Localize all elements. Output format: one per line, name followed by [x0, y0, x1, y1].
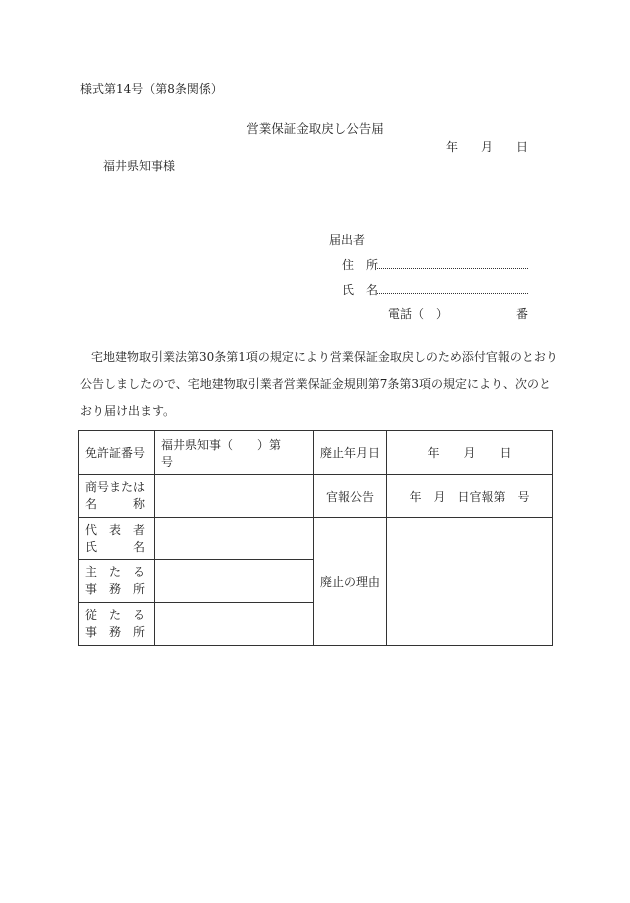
sub-office-label-line2: 事 務 所 — [85, 625, 146, 639]
main-office-label-line2: 事 務 所 — [85, 582, 146, 596]
main-office-label-line1: 主 た る — [85, 565, 146, 579]
document-title: 営業保証金取戻し公告届 — [246, 121, 384, 136]
license-value[interactable]: 福井県知事（ ）第 号 — [155, 431, 314, 475]
license-label: 免許証番号 — [79, 431, 155, 475]
trade-name-label-line2: 名 称 — [85, 497, 146, 511]
trade-name-label-line1: 商号または — [85, 480, 146, 494]
info-table — [78, 430, 553, 646]
closure-reason-value[interactable] — [387, 518, 553, 646]
date-month-label: 月 — [481, 140, 494, 154]
notifier-heading: 届出者 — [329, 233, 366, 247]
representative-label — [79, 518, 155, 560]
recipient: 福井県知事様 — [103, 159, 176, 173]
closure-date-label: 廃止年月日 — [314, 431, 387, 475]
trade-name-label — [79, 475, 155, 518]
name-line[interactable] — [377, 293, 528, 294]
closure-reason-label: 廃止の理由 — [314, 518, 387, 646]
address-line[interactable] — [377, 268, 528, 269]
date-year-label: 年 — [446, 140, 459, 154]
date-day-label: 日 — [516, 140, 529, 154]
sub-office-label-line1: 従 た る — [85, 608, 146, 622]
trade-name-value[interactable] — [155, 475, 314, 518]
representative-label-line2: 氏 名 — [85, 539, 146, 554]
phone-label: 電話（ ） — [388, 307, 449, 321]
main-office-value[interactable] — [155, 560, 314, 603]
address-label: 住 所 — [342, 258, 379, 272]
name-label: 氏 名 — [342, 283, 379, 297]
representative-label-line1: 代 表 者 — [85, 522, 146, 537]
sub-office-value[interactable] — [155, 603, 314, 646]
sub-office-label — [79, 603, 155, 646]
closure-date-value[interactable]: 年 月 日 — [387, 431, 553, 475]
form-number: 様式第14号（第8条関係） — [80, 82, 223, 96]
representative-value[interactable] — [155, 518, 314, 560]
body-text: 宅地建物取引業法第30条第1項の規定により営業保証金取戻しのため添付官報のとおり公告しましたので、宅地建物取引業者営業保証金規則第7条第3項の規定により、次のとおり届け出ます。 — [80, 350, 558, 418]
main-office-label — [79, 560, 155, 603]
gazette-label: 官報公告 — [314, 475, 387, 518]
gazette-value[interactable]: 年 月 日官報第 号 — [387, 475, 553, 518]
phone-suffix: 番 — [516, 307, 529, 321]
